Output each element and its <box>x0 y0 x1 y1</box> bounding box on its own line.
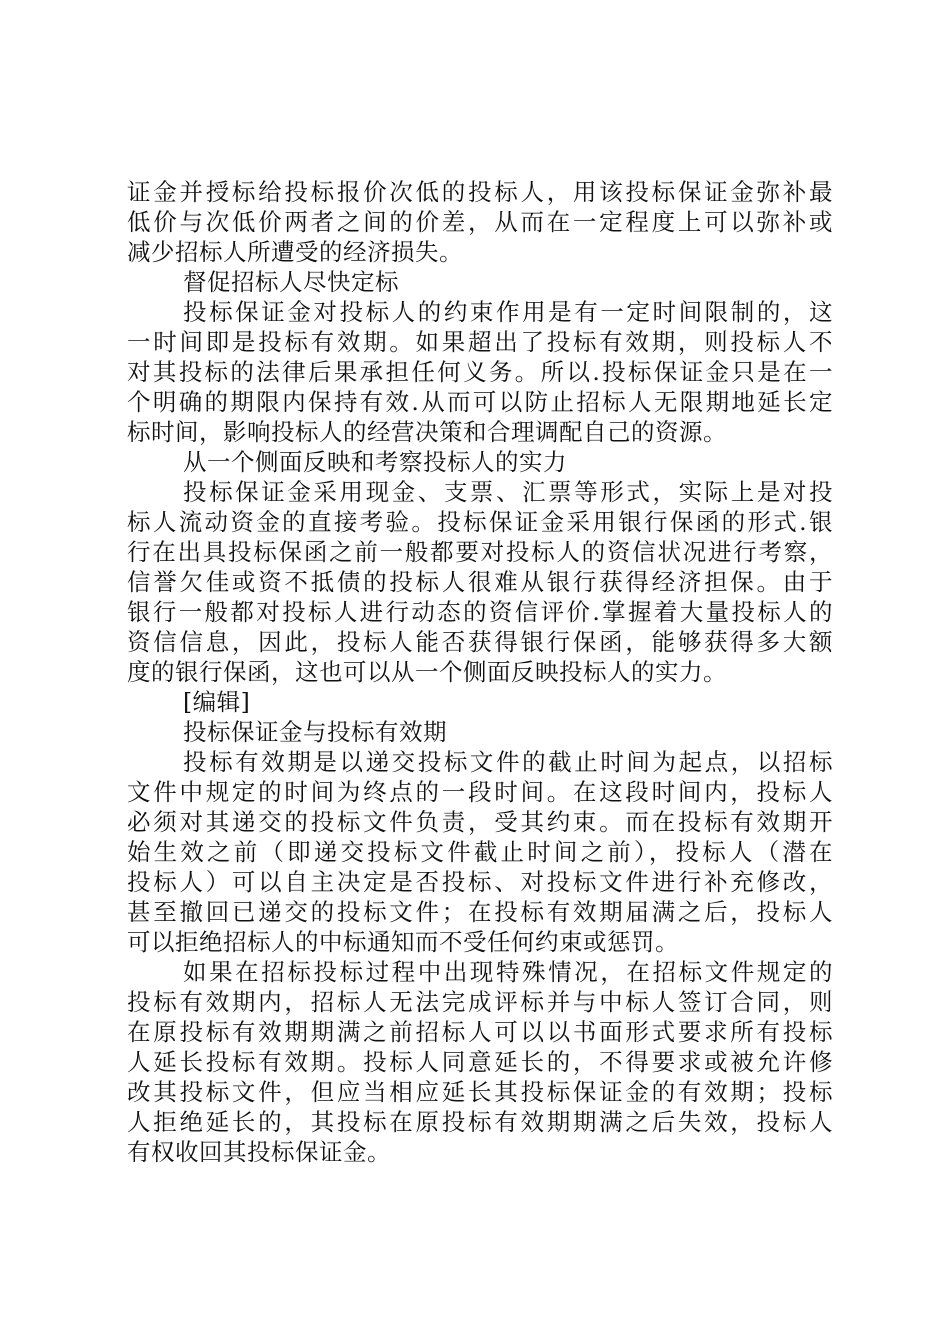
paragraph-line: 信誉欠佳或资不抵债的投标人很难从银行获得经济担保。由于 <box>127 568 833 596</box>
paragraph-line: 人拒绝延长的，其投标在原投标有效期期满之后失效，投标人 <box>127 1108 833 1136</box>
paragraph-line: 银行一般都对投标人进行动态的资信评价.掌握着大量投标人的 <box>127 598 833 626</box>
paragraph-line: 改其投标文件，但应当相应延长其投标保证金的有效期；投标 <box>127 1078 833 1106</box>
paragraph-line: 有权收回其投标保证金。 <box>127 1138 391 1166</box>
paragraph-line: 个明确的期限内保持有效.从而可以防止招标人无限期地延长定 <box>127 388 833 416</box>
paragraph-line: 投标有效期内，招标人无法完成评标并与中标人签订合同，则 <box>127 988 833 1016</box>
paragraph-line: 低价与次低价两者之间的价差，从而在一定程度上可以弥补或 <box>127 208 833 236</box>
paragraph-line: 人延长投标有效期。投标人同意延长的，不得要求或被允许修 <box>127 1048 833 1076</box>
paragraph-line: 文件中规定的时间为终点的一段时间。在这段时间内，投标人 <box>127 778 833 806</box>
paragraph-line: 证金并授标给投标报价次低的投标人，用该投标保证金弥补最 <box>127 178 833 206</box>
paragraph-line: 标时间，影响投标人的经营决策和合理调配自己的资源。 <box>127 418 727 446</box>
paragraph-line: 度的银行保函，这也可以从一个侧面反映投标人的实力。 <box>127 658 727 686</box>
section-heading: 投标保证金与投标有效期 <box>183 718 447 746</box>
paragraph-line: 在原投标有效期期满之前招标人可以以书面形式要求所有投标 <box>127 1018 833 1046</box>
edit-link[interactable]: [编辑] <box>183 688 251 716</box>
paragraph-line: 甚至撤回已递交的投标文件；在投标有效期届满之后，投标人 <box>127 898 833 926</box>
document-body <box>127 177 833 1167</box>
paragraph-line: 可以拒绝招标人的中标通知而不受任何约束或惩罚。 <box>127 928 679 956</box>
section-heading: 从一个侧面反映和考察投标人的实力 <box>183 448 567 476</box>
section-heading: 督促招标人尽快定标 <box>183 268 399 296</box>
paragraph-line: 一时间即是投标有效期。如果超出了投标有效期，则投标人不 <box>127 328 833 356</box>
paragraph-line: 投标保证金采用现金、支票、汇票等形式，实际上是对投 <box>183 478 833 506</box>
paragraph-line: 减少招标人所遭受的经济损失。 <box>127 238 463 266</box>
paragraph-line: 如果在招标投标过程中出现特殊情况，在招标文件规定的 <box>183 958 833 986</box>
paragraph-line: 必须对其递交的投标文件负责，受其约束。而在投标有效期开 <box>127 808 833 836</box>
paragraph-line: 投标人）可以自主决定是否投标、对投标文件进行补充修改， <box>127 868 833 896</box>
paragraph-line: 始生效之前（即递交投标文件截止时间之前），投标人（潜在 <box>127 838 833 866</box>
paragraph-line: 标人流动资金的直接考验。投标保证金采用银行保函的形式.银 <box>127 508 833 536</box>
paragraph-line: 投标有效期是以递交投标文件的截止时间为起点，以招标 <box>183 748 833 776</box>
paragraph-line: 资信信息，因此，投标人能否获得银行保函，能够获得多大额 <box>127 628 833 656</box>
paragraph-line: 对其投标的法律后果承担任何义务。所以.投标保证金只是在一 <box>127 358 833 386</box>
paragraph-line: 投标保证金对投标人的约束作用是有一定时间限制的，这 <box>183 298 833 326</box>
paragraph-line: 行在出具投标保函之前一般都要对投标人的资信状况进行考察， <box>127 538 833 566</box>
